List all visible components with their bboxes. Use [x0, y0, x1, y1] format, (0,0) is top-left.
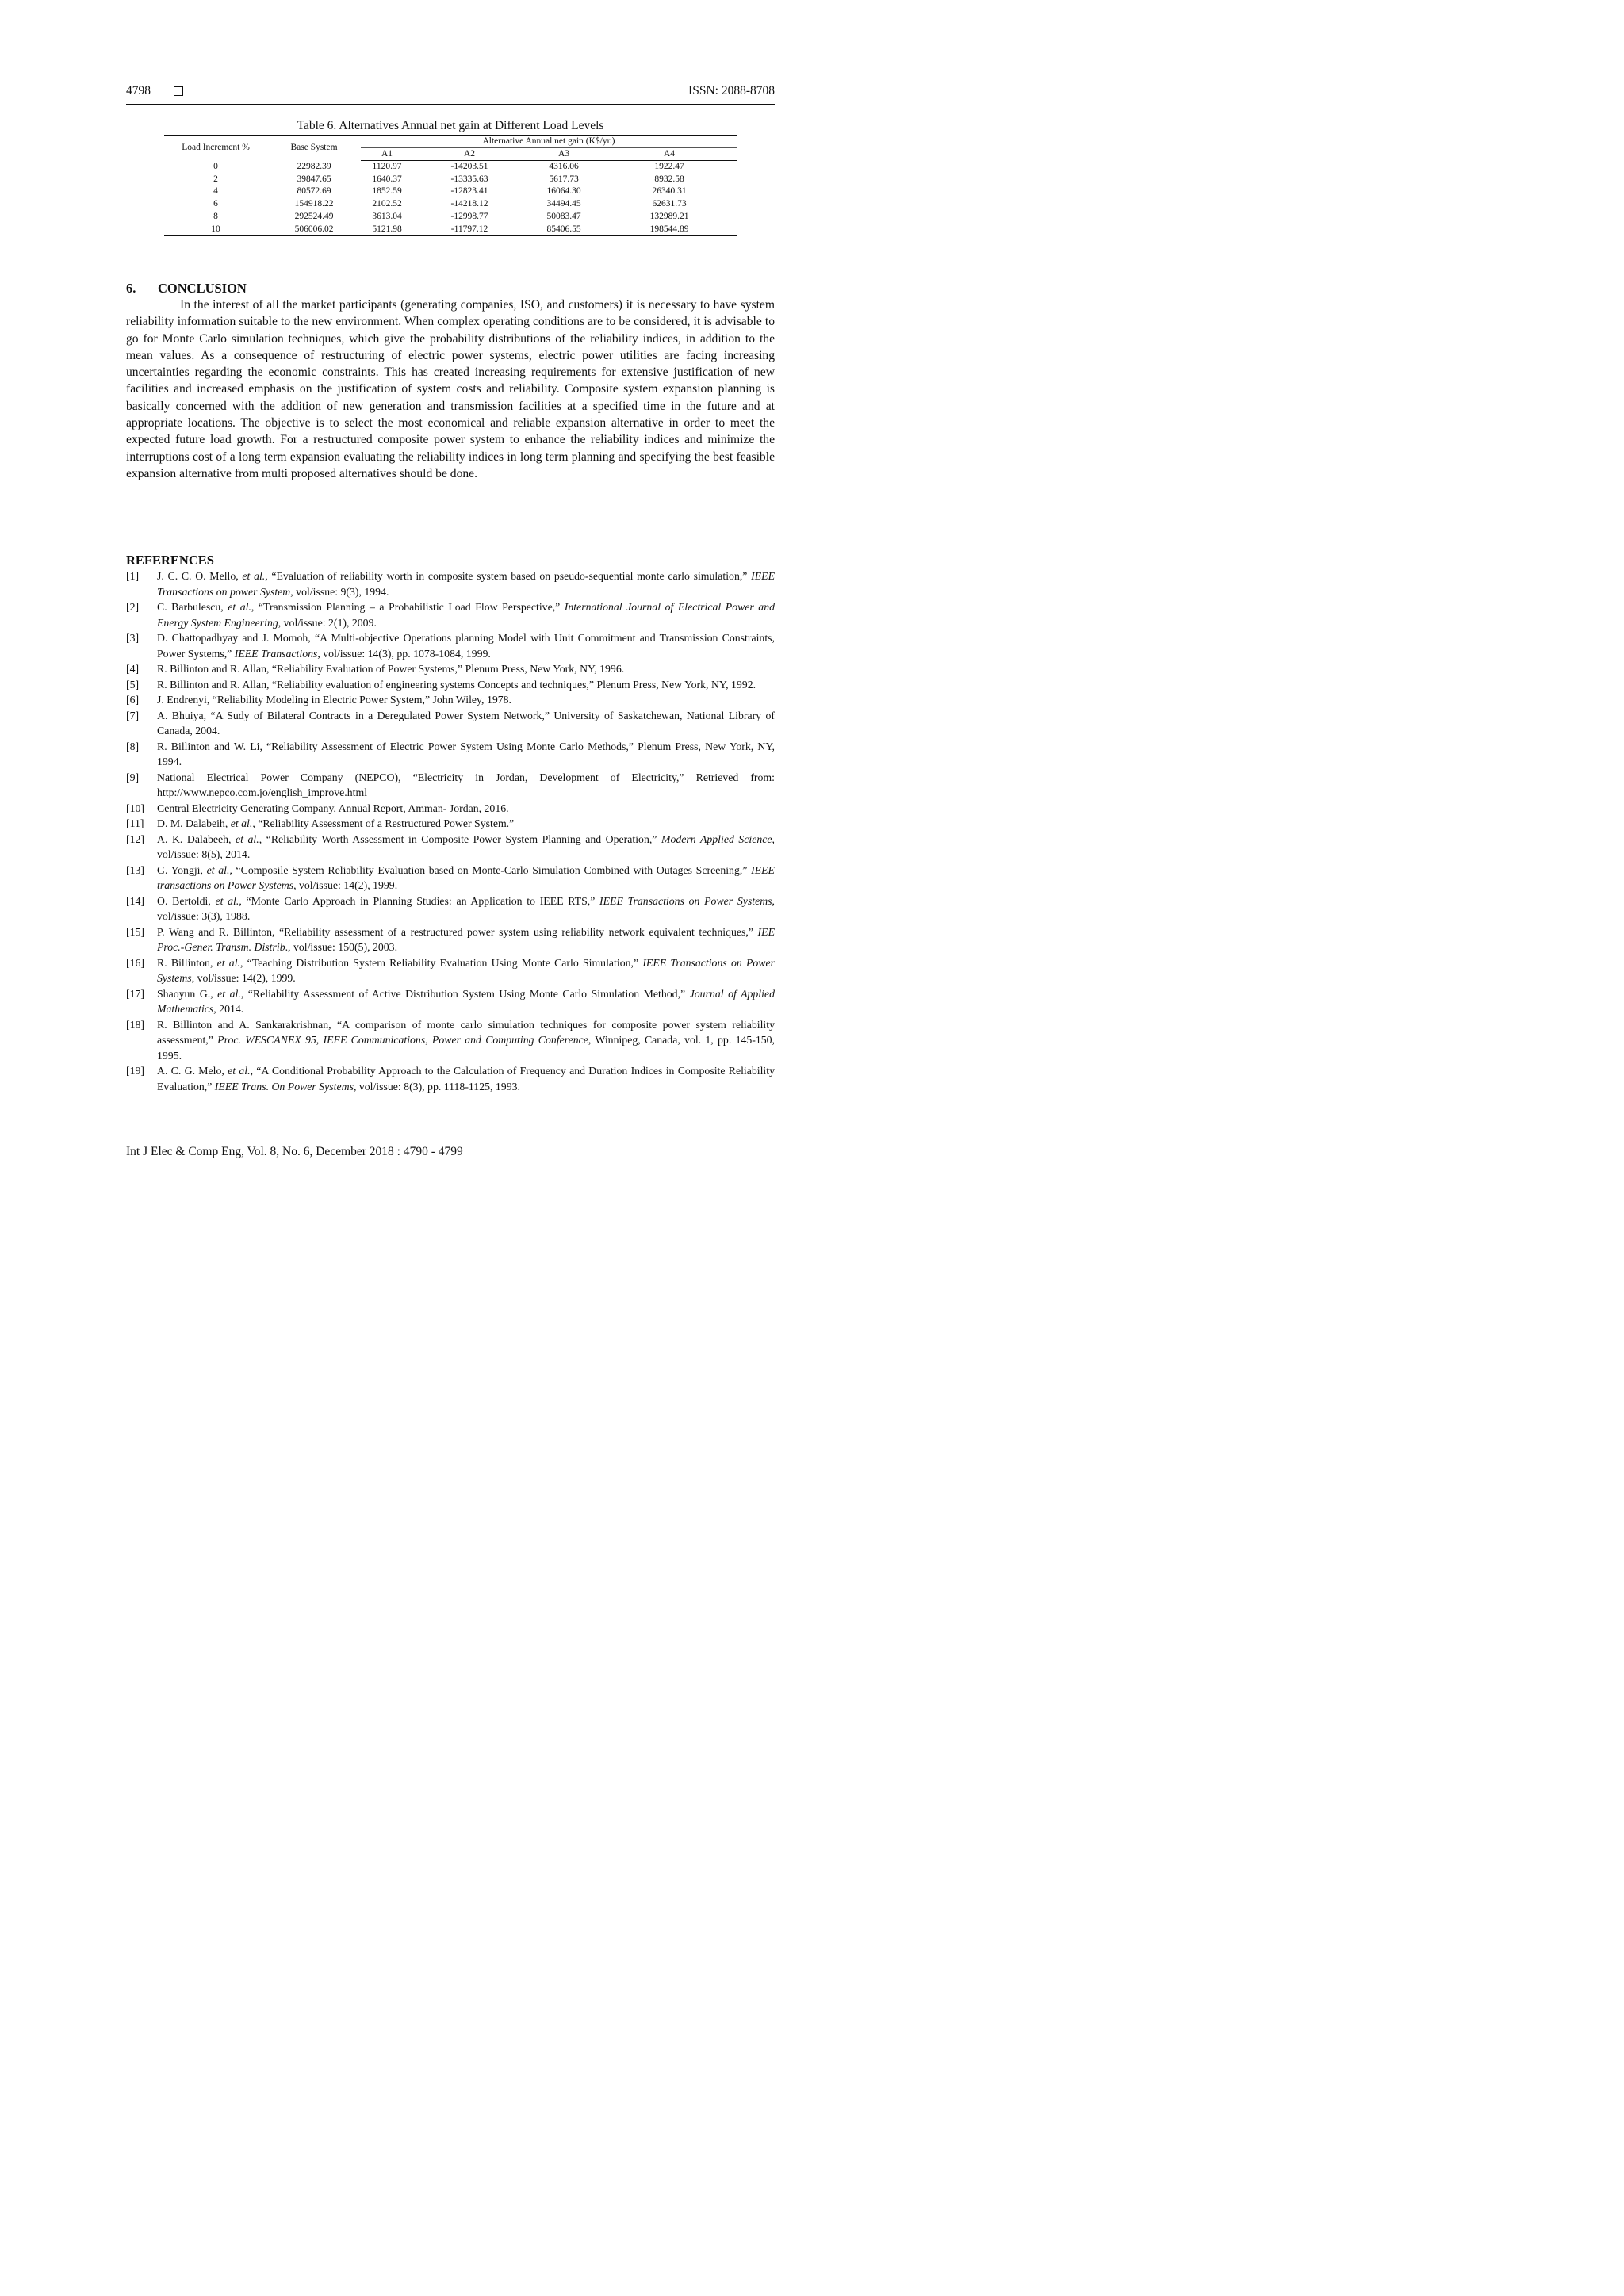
table-cell: 10 [164, 224, 267, 236]
col-header-base: Base System [267, 136, 361, 161]
reference-text: R. Billinton and A. Sankarakrishnan, “A comparison of monte carlo simulation techniques for composite power system reliability assessment,” [157, 1018, 775, 1046]
reference-number: [11] [126, 817, 144, 829]
table-cell: 4 [213, 186, 218, 197]
reference-list [126, 568, 775, 1094]
reference-number: [9] [126, 771, 140, 783]
table-cell: 5121.98 [361, 224, 413, 236]
reference-text: , Winnipeg, Canada, vol. 1, pp. 145-150, 1995. [157, 1034, 775, 1062]
table-caption: Table 6. Alternatives Annual net gain at Different Load Levels [297, 119, 604, 132]
table-cell: 132989.21 [649, 211, 689, 221]
reference-item [126, 801, 775, 817]
reference-text: R. Billinton and R. Allan, “Reliability Evaluation of Power Systems,” Plenum Press, New York, NY, 1996. [157, 663, 625, 675]
reference-text: , vol/issue: 9(3), 1994. [290, 585, 389, 598]
col-header-a4: A4 [602, 148, 737, 161]
reference-number: [3] [126, 632, 140, 644]
reference-text: P. Wang and R. Billinton, “Reliability assessment of a restructured power system using reliability network equivalent techniques,” [157, 925, 758, 938]
reference-text: , “Composile System Reliability Evaluation based on Monte-Carlo Simulation Combined with Outages Screening,” [229, 863, 752, 876]
reference-text: D. M. Dalabeih, [157, 817, 231, 829]
table-cell: -14218.12 [450, 199, 488, 209]
table-body [164, 161, 737, 236]
reference-item [126, 630, 775, 661]
references-heading: REFERENCES [126, 553, 214, 568]
reference-text: , “Transmission Planning – a Probabilistic Load Flow Perspective,” [251, 601, 565, 613]
table-cell: 26340.31 [652, 186, 687, 197]
reference-text: , vol/issue: 14(3), pp. 1078-1084, 1999. [317, 647, 491, 660]
table-row [164, 224, 737, 236]
reference-text: , vol/issue: 8(3), pp. 1118-1125, 1993. [353, 1080, 520, 1093]
reference-italic-text: IEEE Trans. On Power Systems [214, 1080, 354, 1093]
reference-item [126, 661, 775, 677]
col-header-alt-group: Alternative Annual net gain (K$/yr.) [361, 136, 737, 148]
reference-item [126, 708, 775, 739]
reference-text: A. Bhuiya, “A Sudy of Bilateral Contracts in a Deregulated Power System Network,” University of Saskatchewan, National Library of Canada, 2004. [157, 709, 775, 737]
col-header-a3: A3 [526, 148, 602, 161]
table-cell: 506006.02 [267, 224, 361, 236]
table-row [164, 211, 737, 224]
reference-text: R. Billinton and W. Li, “Reliability Assessment of Electric Power System Using Monte Carlo Methods,” Plenum Press, New York, NY, 1994. [157, 740, 775, 767]
reference-item [126, 863, 775, 894]
reference-italic-text: International Journal of Electrical Power and Energy System Engineering [157, 601, 776, 629]
conclusion-paragraph: In the interest of all the market participants (generating companies, ISO, and customers) it is necessary to have system reliability information suitable to the new environment. When complex operating conditions are to be considered, it is advisable to go for Monte Carlo simulation techniques, which give the probability distributions of the reliability indices, in addition to the mean values. As a consequence of restructuring of electric power systems, electric power utilities are facing increasing uncertainties regarding the economic constraints. This has created increasing requirements for extensive justification of new facilities and increased emphasis on the justification of system costs and reliability. Composite system expansion planning is basically concerned with the addition of new generation and transmission facilities at a specified time in the future and at appropriate locations. The objective is to select the most economical and reliable expansion alternative in order to meet the expected future load growth. For a restructured composite power system to enhance the reliability indices and minimize the interruptions cost of a long term expansion evaluating the reliability indices in long term planning and specifying the best feasible expansion alternative from multi proposed alternatives should be done. [126, 298, 775, 480]
reference-italic-text: et al. [216, 956, 240, 969]
reference-number: [5] [126, 678, 140, 691]
reference-item [126, 677, 775, 693]
reference-item [126, 924, 775, 955]
table-cell: 80572.69 [297, 186, 331, 197]
table-cell: 8 [213, 211, 218, 221]
reference-italic-text: Modern Applied Science, [661, 832, 775, 845]
table-cell: 8932.58 [654, 174, 684, 184]
reference-italic-text: IEEE Transactions [234, 647, 318, 660]
reference-text: Shaoyun G., [157, 987, 218, 1000]
table-cell: 16064.30 [546, 186, 581, 197]
table-cell: 154918.22 [294, 199, 334, 209]
table-cell: 292524.49 [294, 211, 334, 221]
reference-item [126, 739, 775, 770]
reference-number: [2] [126, 601, 140, 613]
reference-number: [16] [126, 956, 144, 969]
reference-text: , vol/issue: 3(3), 1988. [157, 894, 775, 922]
reference-number: [4] [126, 663, 140, 675]
table-row [164, 174, 737, 186]
reference-number: [12] [126, 832, 144, 845]
table-cell: 85406.55 [526, 224, 602, 236]
reference-number: [7] [126, 709, 140, 721]
reference-item [126, 894, 775, 924]
table-row [164, 161, 737, 174]
header-rule [126, 104, 775, 105]
reference-text: , “Reliability Assessment of a Restructured Power System.” [252, 817, 515, 829]
table-cell: 62631.73 [652, 199, 687, 209]
reference-text: , vol/issue: 2(1), 2009. [278, 616, 377, 629]
table-cell: -14203.51 [450, 162, 488, 171]
checkbox-square-icon [174, 86, 183, 96]
table-cell: 198544.89 [602, 224, 737, 236]
reference-number: [1] [126, 570, 140, 582]
reference-text: R. Billinton and R. Allan, “Reliability evaluation of engineering systems Concepts and techniques,” Plenum Press, New York, NY, 1992. [157, 678, 756, 691]
table-cell: 50083.47 [546, 211, 581, 221]
reference-text: , “Teaching Distribution System Reliability Evaluation Using Monte Carlo Simulation,” [240, 956, 643, 969]
table-cell: 2102.52 [372, 199, 402, 209]
reference-text: , “A Conditional Probability Approach to the Calculation of Frequency and Duration Indices in Composite Reliability Evaluation,” [157, 1065, 775, 1093]
reference-text: G. Yongji, [157, 863, 207, 876]
reference-number: [18] [126, 1018, 144, 1031]
table-cell: 34494.45 [546, 199, 581, 209]
table-cell: 1640.37 [372, 174, 402, 184]
reference-text: , “Reliability Worth Assessment in Composite Power System Planning and Operation,” [259, 832, 661, 845]
reference-item [126, 770, 775, 801]
reference-italic-text: et al. [228, 601, 251, 613]
reference-item [126, 816, 775, 832]
footer-citation: Int J Elec & Comp Eng, Vol. 8, No. 6, December 2018 : 4790 - 4799 [126, 1145, 463, 1158]
table-cell: 39847.65 [297, 174, 331, 184]
reference-text: A. C. G. Melo, [157, 1065, 228, 1077]
reference-text: , vol/issue: 14(2), 1999. [191, 972, 296, 984]
reference-text: J. C. C. O. Mello, [157, 570, 243, 582]
reference-number: [10] [126, 802, 144, 814]
table-cell: -11797.12 [413, 224, 526, 236]
table-cell: -13335.63 [450, 174, 488, 184]
reference-text: C. Barbulescu, [157, 601, 228, 613]
section-heading [126, 281, 247, 297]
reference-text: , 2014. [213, 1003, 244, 1015]
reference-item [126, 568, 775, 599]
reference-number: [8] [126, 740, 140, 752]
table-cell: 5617.73 [549, 174, 579, 184]
reference-italic-text: Journal of Applied Mathematics [157, 987, 775, 1015]
reference-italic-text: et al. [242, 570, 266, 582]
table-cell: 1120.97 [372, 162, 402, 171]
reference-text: , “Monte Carlo Approach in Planning Studies: an Application to IEEE RTS,” [239, 894, 600, 907]
reference-italic-text: IEEE Transactions on power System [157, 570, 776, 598]
table-row [164, 198, 737, 211]
reference-text: , “Evaluation of reliability worth in composite system based on pseudo-sequential monte carlo simulation,” [265, 570, 752, 582]
page-header [126, 84, 775, 101]
reference-item [126, 692, 775, 708]
table-cell: 22982.39 [297, 161, 331, 171]
section-title: CONCLUSION [158, 281, 247, 296]
reference-italic-text: IEEE Transactions on Power Systems [599, 894, 772, 907]
reference-italic-text: et al. [217, 987, 241, 1000]
table-cell: 3613.04 [372, 211, 402, 221]
reference-number: [19] [126, 1065, 144, 1077]
reference-text: R. Billinton, [157, 956, 217, 969]
reference-text: , “Reliability Assessment of Active Distribution System Using Monte Carlo Simulation Method,” [240, 987, 690, 1000]
table-row [164, 186, 737, 198]
table-cell: -12998.77 [450, 211, 488, 221]
reference-item [126, 599, 775, 630]
reference-italic-text: et al. [236, 832, 259, 845]
table-cell: 4316.06 [549, 162, 579, 171]
section-number: 6. [126, 281, 136, 296]
reference-item [126, 1063, 775, 1094]
reference-italic-text: et al. [206, 863, 230, 876]
net-gain-table [164, 135, 737, 236]
reference-text: National Electrical Power Company (NEPCO), “Electricity in Jordan, Development of Electricity,” Retrieved from: http://www.nepco.com.jo/english_improve.html [157, 771, 775, 798]
table-cell: 2 [213, 174, 218, 184]
reference-italic-text: et al. [228, 1065, 251, 1077]
reference-number: [13] [126, 863, 144, 876]
reference-item [126, 1017, 775, 1064]
reference-text: A. K. Dalabeeh, [157, 832, 236, 845]
issn: ISSN: 2088-8708 [688, 84, 775, 98]
page-number: 4798 [126, 84, 151, 98]
reference-italic-text: IEEE Transactions on Power Systems [157, 956, 775, 984]
reference-number: [6] [126, 694, 140, 706]
col-header-a2: A2 [413, 148, 526, 161]
reference-text: Central Electricity Generating Company, Annual Report, Amman- Jordan, 2016. [157, 802, 509, 814]
reference-italic-text: et al. [230, 817, 253, 829]
reference-italic-text: et al. [215, 894, 239, 907]
reference-item [126, 955, 775, 986]
reference-text: O. Bertoldi, [157, 894, 216, 907]
table-cell: 0 [213, 161, 218, 171]
table-cell: 1852.59 [372, 186, 402, 197]
reference-number: [15] [126, 925, 144, 938]
reference-number: [14] [126, 894, 144, 907]
reference-text: J. Endrenyi, “Reliability Modeling in Electric Power System,” John Wiley, 1978. [157, 694, 512, 706]
reference-item [126, 832, 775, 863]
table-cell: 6 [213, 199, 218, 209]
reference-text: , vol/issue: 14(2), 1999. [293, 879, 398, 891]
col-header-a1: A1 [361, 148, 413, 161]
reference-italic-text: Proc. WESCANEX 95, IEEE Communications, Power and Computing Conference [217, 1034, 588, 1046]
reference-italic-text: IEE Proc.-Gener. Transm. Distrib [157, 925, 775, 953]
table-cell: -12823.41 [450, 186, 488, 197]
reference-item [126, 986, 775, 1017]
reference-text: D. Chattopadhyay and J. Momoh, “A Multi-objective Operations planning Model with Unit Commitment and Transmission Constraints, Power Systems,” [157, 632, 775, 660]
col-header-load: Load Increment % [164, 136, 267, 161]
reference-text: vol/issue: 8(5), 2014. [157, 848, 251, 860]
table-cell: 1922.47 [654, 162, 684, 171]
reference-number: [17] [126, 987, 144, 1000]
reference-italic-text: IEEE transactions on Power Systems [157, 863, 775, 891]
reference-text: ., vol/issue: 150(5), 2003. [285, 941, 398, 953]
